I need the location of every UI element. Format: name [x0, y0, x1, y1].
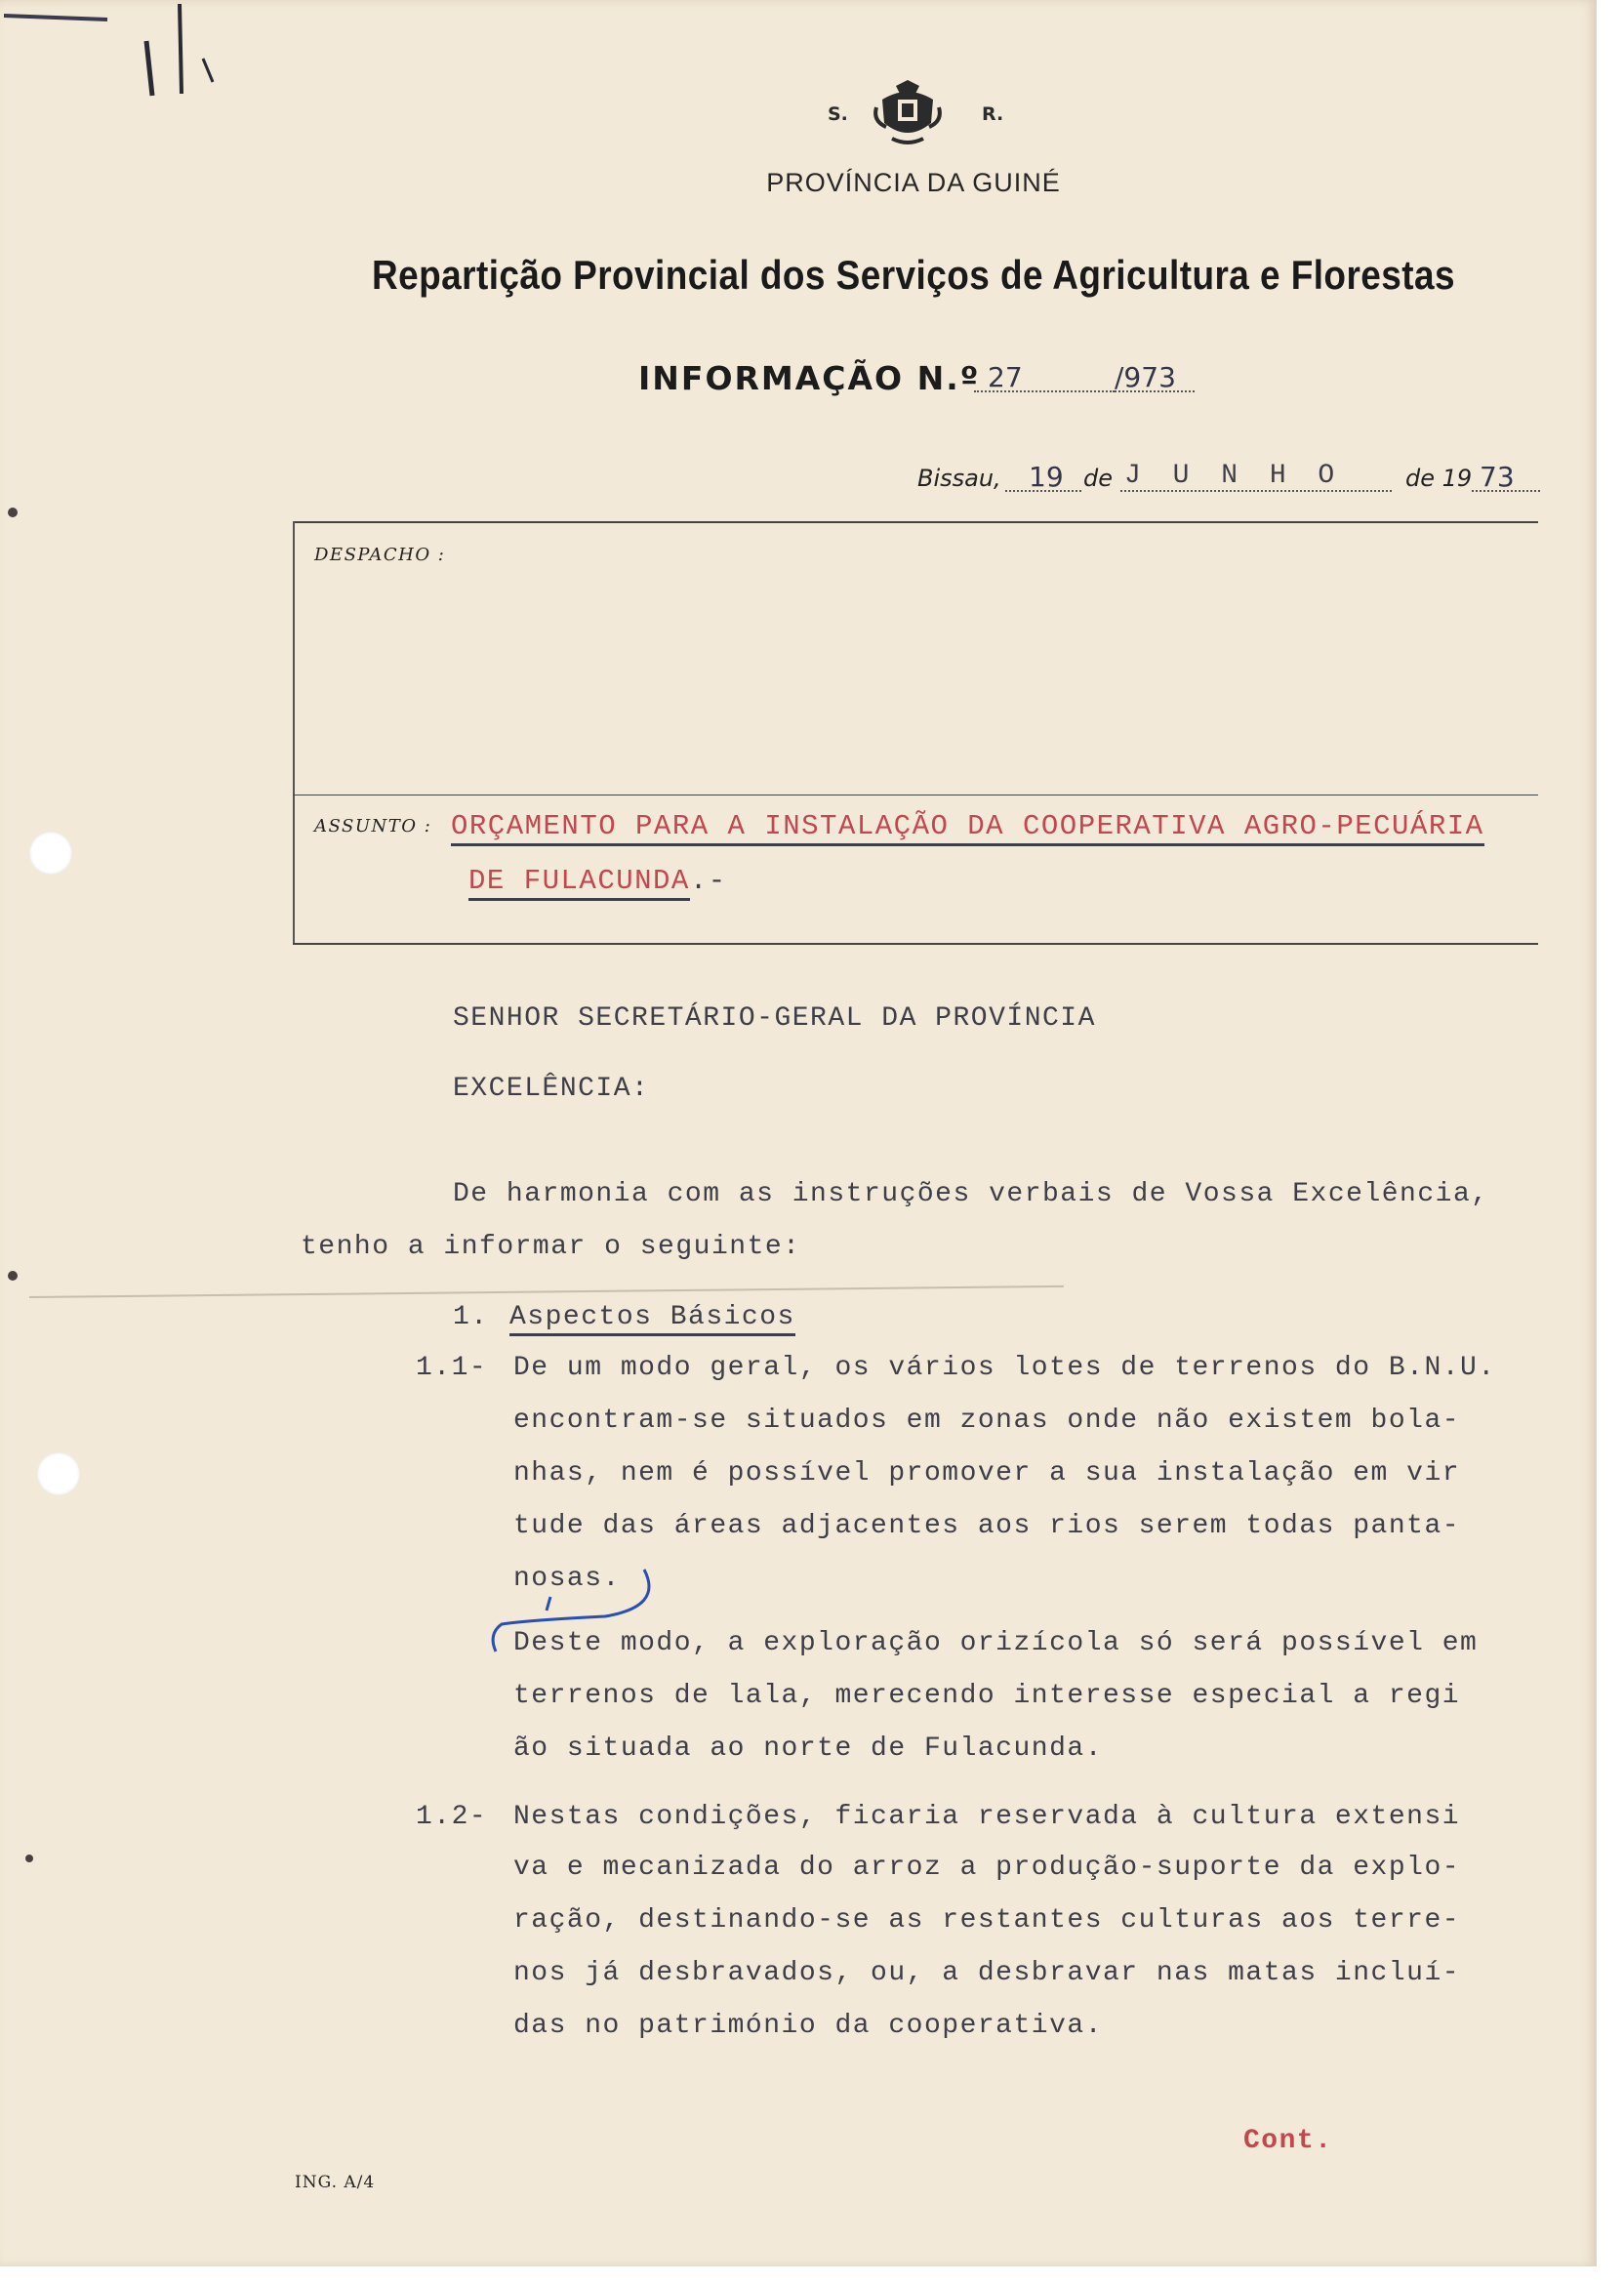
subject-line-1: ORÇAMENTO PARA A INSTALAÇÃO DA COOPERATIVA AGRO-PECUÁRIA — [451, 810, 1484, 846]
margin-pen-marks — [0, 0, 254, 146]
info-number: 27 — [988, 361, 1023, 393]
info-year-field — [1115, 361, 1195, 392]
assunto-label: ASSUNTO : — [314, 816, 432, 836]
paragraph-1-1-line: nosas. — [513, 1564, 621, 1594]
info-year: /973 — [1115, 361, 1176, 393]
paragraph-1-1-line: nhas, nem é possível promover a sua instalação em vir — [513, 1458, 1461, 1489]
speck — [8, 1271, 18, 1281]
date-de-century: de 19 — [1405, 465, 1473, 492]
header-initial-s: S. — [828, 103, 848, 125]
paragraph-1-1-line: encontram-se situados em zonas onde não existem bola- — [513, 1406, 1461, 1436]
information-label: INFORMAÇÃO N.º — [638, 359, 981, 397]
box-top-rule — [293, 521, 1538, 523]
subject-line-2: DE FULACUNDA — [468, 865, 690, 901]
paragraph-1-2-number: 1.2- — [416, 1802, 488, 1832]
speck — [8, 508, 18, 517]
paragraph-1-1-number: 1.1- — [416, 1353, 488, 1383]
date-de: de — [1083, 465, 1113, 492]
paragraph-1-1b-line: Deste modo, a exploração orizícola só será possível em — [513, 1628, 1479, 1658]
intro-line-1: De harmonia com as instruções verbais de Vossa Excelência, — [453, 1179, 1489, 1209]
salutation-excellency: EXCELÊNCIA: — [453, 1074, 650, 1104]
pen-paragraph-mark — [488, 1562, 673, 1669]
speck — [25, 1855, 33, 1862]
paragraph-1-1b-line: terrenos de lala, merecendo interesse especial a regi — [513, 1681, 1461, 1711]
page-margin — [1597, 0, 1624, 2284]
intro-line-2: tenho a informar o seguinte: — [301, 1232, 801, 1262]
date-month: J U N H O — [1124, 461, 1343, 491]
despacho-label: DESPACHO : — [314, 545, 446, 565]
department-title: Repartição Provincial dos Serviços de Agricultura e Florestas — [371, 252, 1456, 298]
province-name: PROVÍNCIA DA GUINÉ — [766, 168, 1061, 197]
paragraph-1-2-line: Nestas condições, ficaria reservada à cultura extensi — [513, 1802, 1461, 1832]
salutation-addressee: SENHOR SECRETÁRIO-GERAL DA PROVÍNCIA — [453, 1003, 1096, 1034]
date-place: Bissau, — [917, 465, 1001, 492]
paragraph-1-1-line: tude das áreas adjacentes aos rios serem todas panta- — [513, 1511, 1461, 1541]
paragraph-1-2-line: das no património da cooperativa. — [513, 2011, 1103, 2041]
paragraph-1-2-line: ração, destinando-se as restantes culturas aos terre- — [513, 1905, 1461, 1936]
box-left-rule — [293, 521, 295, 943]
punch-hole — [29, 832, 72, 875]
date-month-field — [1120, 461, 1392, 492]
info-number-field — [974, 361, 1115, 392]
section-1-title: Aspectos Básicos — [509, 1302, 795, 1336]
subject-line-2-suffix: .- — [689, 865, 727, 897]
coat-of-arms-emblem — [873, 78, 943, 148]
paragraph-1-1b-line: ão situada ao norte de Fulacunda. — [513, 1733, 1103, 1764]
form-code: ING. A/4 — [295, 2173, 376, 2192]
box-bottom-rule — [293, 943, 1538, 945]
paragraph-1-1-line: De um modo geral, os vários lotes de terrenos do B.N.U. — [513, 1353, 1496, 1383]
date-day-field — [1005, 461, 1081, 492]
date-day: 19 — [1029, 461, 1064, 493]
header-initial-r: R. — [982, 103, 1004, 125]
continued-marker: Cont. — [1243, 2126, 1333, 2156]
section-1-number: 1. — [453, 1302, 489, 1332]
paragraph-1-2-line: va e mecanizada do arroz a produção-suporte da explo- — [513, 1853, 1461, 1883]
punch-hole — [37, 1452, 80, 1495]
paragraph-1-2-line: nos já desbravados, ou, a desbravar nas matas incluí- — [513, 1958, 1461, 1988]
date-year-field — [1472, 461, 1540, 492]
date-year: 73 — [1480, 461, 1515, 493]
